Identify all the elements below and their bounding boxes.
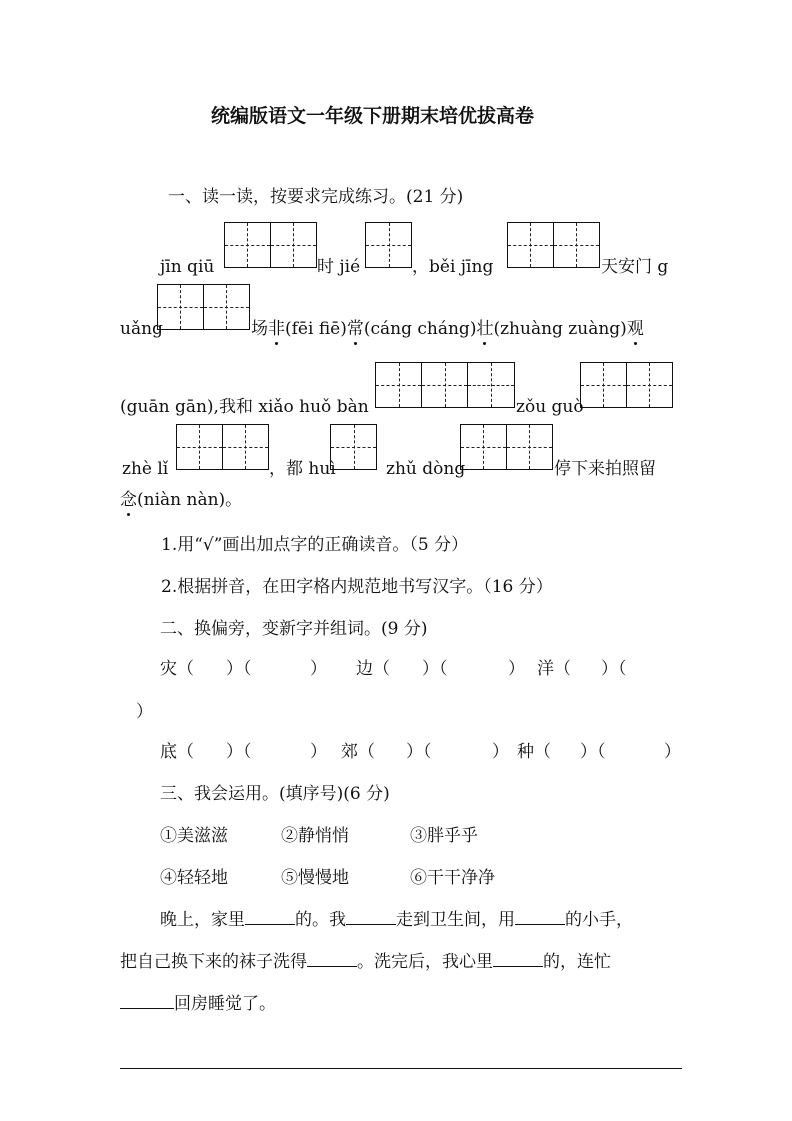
radical-row-1 xyxy=(0,661,792,721)
radical-blank[interactable]: ）（ xyxy=(226,659,252,679)
tianzige-xiaohuoban[interactable] xyxy=(375,362,515,408)
option-item: ⑤慢慢地 xyxy=(281,868,349,888)
pinyin-choice-chang[interactable]: (cáng cháng) xyxy=(363,319,477,339)
text-line3-start[interactable]: (guān gān),我和 xiǎo huǒ bàn xyxy=(120,397,369,417)
page-title: 统编版语文一年级下册期末培优拔高卷 xyxy=(211,105,535,127)
paragraph-line-3 xyxy=(120,996,276,1013)
option-list xyxy=(0,828,792,888)
tianzige-jie[interactable] xyxy=(365,222,412,268)
pinyin-choice-fei[interactable]: (fēi fiē) xyxy=(285,319,347,339)
text-line2 xyxy=(251,321,644,338)
pinyin-zhu-dong: zhǔ dòng xyxy=(386,459,466,479)
radical-blank[interactable]: ）（ xyxy=(406,742,432,762)
radical-blank[interactable]: ）（ xyxy=(226,742,252,762)
section-3-heading: 三、我会运用。(填序号)(6 分) xyxy=(160,784,390,804)
fill-blank-6[interactable] xyxy=(120,1007,174,1009)
paragraph-text: 的，连忙 xyxy=(543,952,611,972)
paragraph-text: 的。我 xyxy=(295,910,346,930)
radical-blank-close: ） xyxy=(310,659,327,679)
radical-blank-close: ） xyxy=(310,742,327,762)
option-item: ③胖乎乎 xyxy=(410,826,478,846)
fill-blank-2[interactable] xyxy=(346,923,396,925)
paragraph-line-1 xyxy=(160,912,633,929)
section-2-heading: 二、换偏旁，变新字并组词。(9 分) xyxy=(160,619,428,639)
pinyin-choice-nian[interactable]: (niàn nàn)。 xyxy=(137,490,243,510)
instruction-1: 1.用“√”画出加点字的正确读音。（5 分） xyxy=(161,535,469,555)
option-item: ②静悄悄 xyxy=(281,826,349,846)
tianzige-zheli[interactable] xyxy=(176,424,269,470)
pinyin-choice-zhuang[interactable]: (zhuàng zuàng) xyxy=(493,319,627,339)
dotted-char-nian: 念 xyxy=(120,490,137,510)
text-dou-hui: ，都 huì xyxy=(269,459,336,479)
line-1 xyxy=(0,222,792,277)
paragraph-text: 把自己换下来的袜子洗得 xyxy=(120,952,307,972)
tianzige-beijing[interactable] xyxy=(507,222,600,268)
option-item: ①美滋滋 xyxy=(160,826,228,846)
tianzige-hui[interactable] xyxy=(330,424,377,470)
paragraph-text: 。洗完后，我心里 xyxy=(357,952,493,972)
radical-blank-close: ） xyxy=(136,702,153,722)
paragraph-text: 的小手， xyxy=(565,910,633,930)
pinyin-bei-jing: ，běi jīng xyxy=(412,257,494,277)
radical-blank[interactable]: ）（ xyxy=(422,659,448,679)
dotted-char-fei: 非 xyxy=(268,319,285,339)
radical-item-zai: 灾（ xyxy=(160,659,194,679)
radical-item-bian: 边（ xyxy=(356,659,390,679)
radical-blank-close: ） xyxy=(508,659,525,679)
pinyin-uang: uǎng xyxy=(120,319,163,339)
bottom-divider xyxy=(120,1068,682,1069)
dotted-char-zhuang: 壮 xyxy=(476,319,494,339)
dotted-char-chang: 常 xyxy=(346,319,364,339)
fill-blank-1[interactable] xyxy=(245,923,295,925)
paragraph-text: 晚上，家里 xyxy=(160,910,245,930)
paragraph-text: 回房睡觉了。 xyxy=(174,994,276,1014)
text-chang: 场 xyxy=(251,319,268,339)
radical-item-jiao: 郊（ xyxy=(341,742,375,762)
radical-item-zhong: 种（ xyxy=(517,742,551,762)
radical-row-2 xyxy=(0,744,792,768)
line-4 xyxy=(0,424,792,479)
text-tingxialai: 停下来拍照留 xyxy=(554,459,656,479)
line-2 xyxy=(0,284,792,339)
dotted-char-guan: 观 xyxy=(626,319,644,339)
option-item: ④轻轻地 xyxy=(160,868,228,888)
line-5 xyxy=(120,492,242,509)
section-1-heading: 一、读一读，按要求完成练习。(21 分) xyxy=(168,187,464,207)
option-item: ⑥干干净净 xyxy=(410,868,495,888)
fill-blank-5[interactable] xyxy=(493,965,543,967)
instruction-2: 2.根据拼音，在田字格内规范地书写汉字。（16 分） xyxy=(161,577,553,597)
radical-blank[interactable]: ）（ xyxy=(580,742,606,762)
tianzige-jinqiu[interactable] xyxy=(224,222,317,268)
paragraph-text: 走到卫生间，用 xyxy=(396,910,515,930)
radical-item-yang: 洋（ xyxy=(537,659,571,679)
radical-blank-close: ） xyxy=(664,742,681,762)
text-tiananmen: 天安门 g xyxy=(601,257,669,277)
radical-blank-close: ） xyxy=(492,742,509,762)
pinyin-zou-guo: zǒu guò xyxy=(516,397,584,417)
text-shi-jie: 时 jié xyxy=(317,257,361,277)
tianzige-guangchang[interactable] xyxy=(157,284,250,330)
pinyin-jin-qiu: jīn qiū xyxy=(160,257,215,277)
fill-blank-4[interactable] xyxy=(307,965,357,967)
tianzige-zhudong[interactable] xyxy=(460,424,553,470)
tianzige-zouguo[interactable] xyxy=(580,362,673,408)
pinyin-zhe-li: zhè lǐ xyxy=(122,459,169,479)
radical-item-di: 底（ xyxy=(160,742,194,762)
fill-blank-3[interactable] xyxy=(515,923,565,925)
line-3 xyxy=(0,362,792,417)
paragraph-line-2 xyxy=(120,954,611,971)
radical-blank[interactable]: ）（ xyxy=(601,659,627,679)
